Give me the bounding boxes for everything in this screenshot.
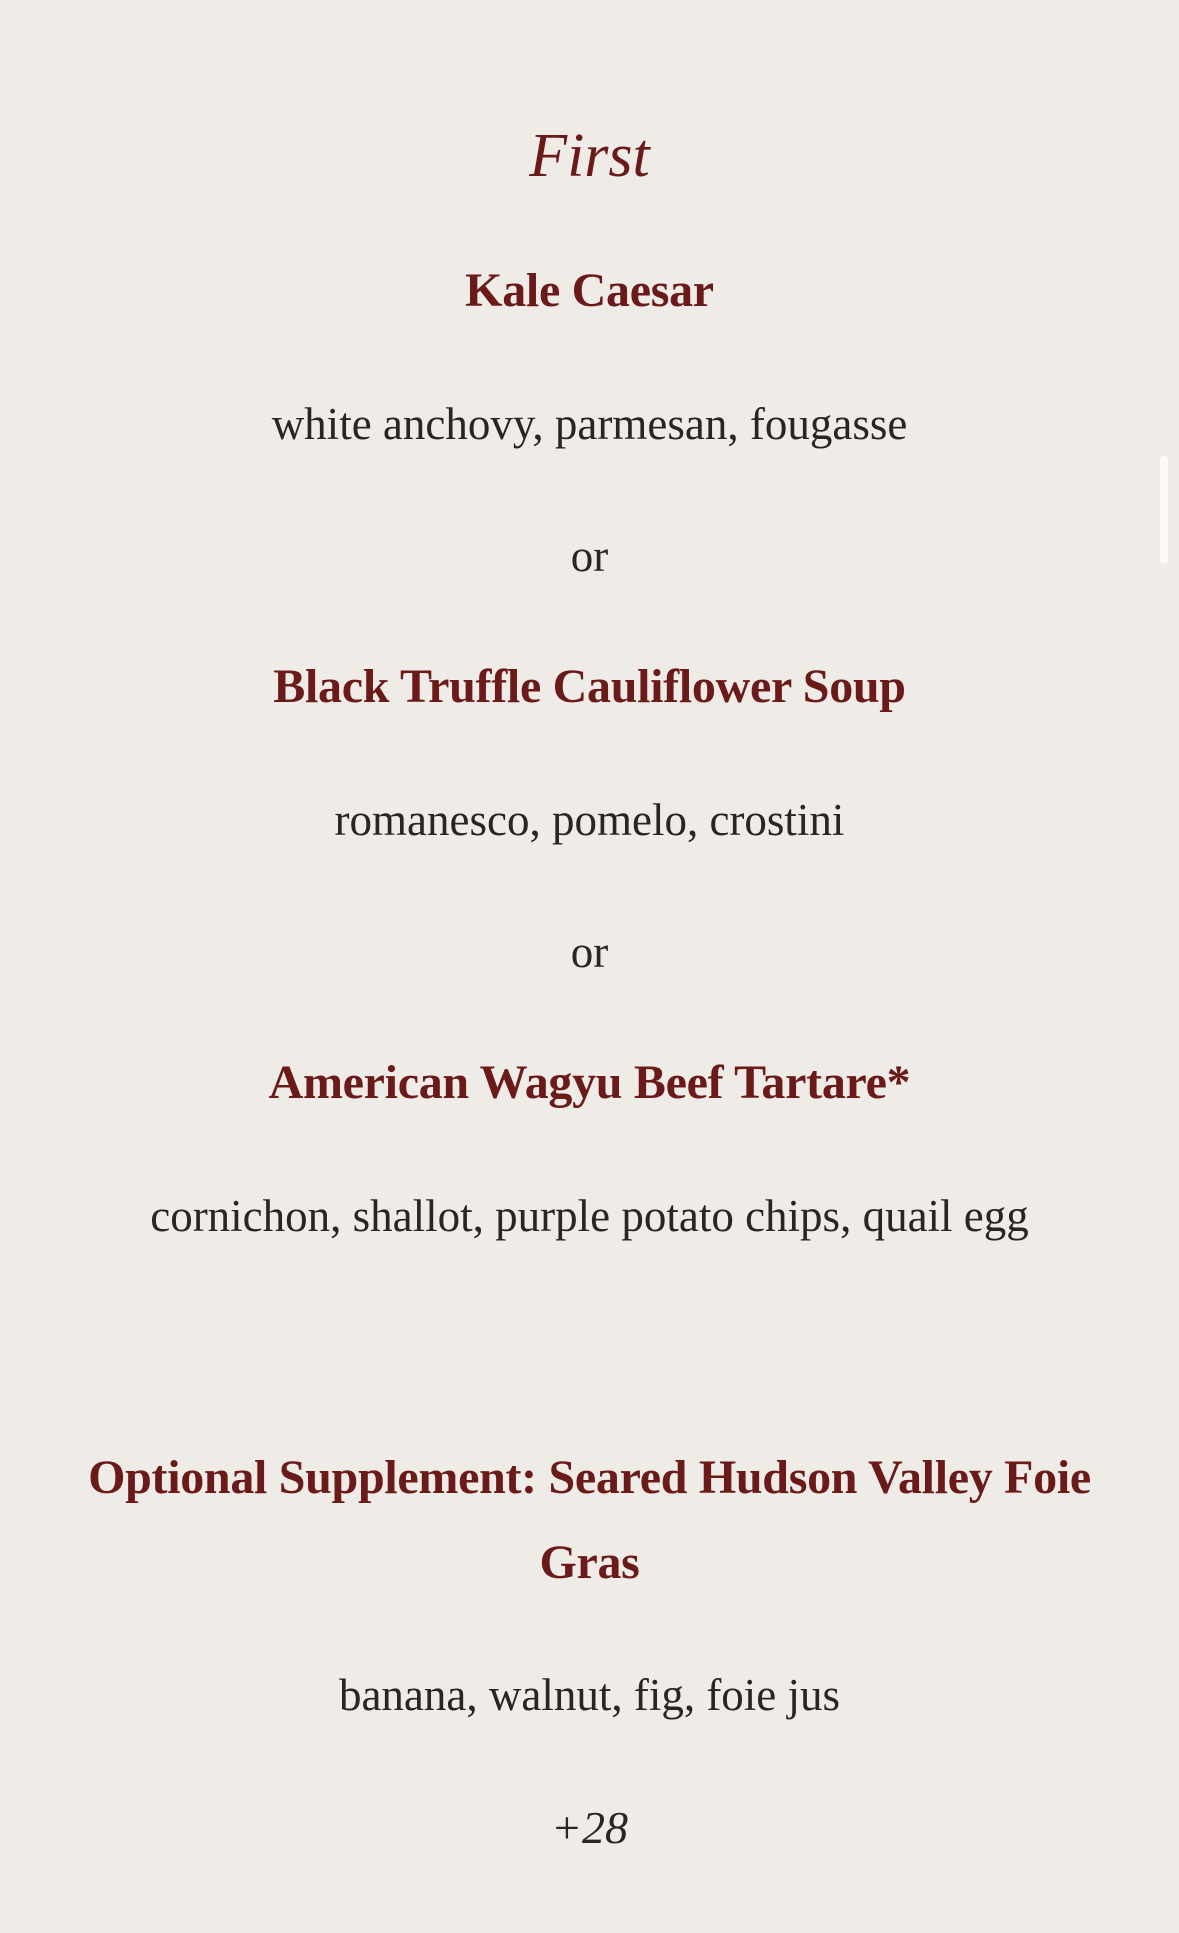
separator-or: or bbox=[570, 531, 609, 581]
section-title: First bbox=[529, 122, 650, 190]
dish-description-wagyu-tartare: cornichon, shallot, purple potato chips, quail egg bbox=[150, 1191, 1029, 1241]
dish-description-cauliflower-soup: romanesco, pomelo, crostini bbox=[334, 795, 845, 845]
dish-name-wagyu-tartare: American Wagyu Beef Tartare* bbox=[268, 1056, 911, 1109]
supplement-name-line2: Gras bbox=[539, 1536, 640, 1589]
separator-or: or bbox=[570, 927, 609, 977]
supplement-name-line1: Optional Supplement: Seared Hudson Valley Foie bbox=[88, 1451, 1091, 1504]
supplement-price: +28 bbox=[550, 1802, 629, 1853]
dish-description-kale-caesar: white anchovy, parmesan, fougasse bbox=[271, 399, 908, 449]
scroll-indicator[interactable] bbox=[1160, 456, 1168, 564]
supplement-description: banana, walnut, fig, foie jus bbox=[338, 1670, 841, 1720]
dish-name-cauliflower-soup: Black Truffle Cauliflower Soup bbox=[273, 660, 906, 713]
dish-name-kale-caesar: Kale Caesar bbox=[465, 264, 714, 317]
